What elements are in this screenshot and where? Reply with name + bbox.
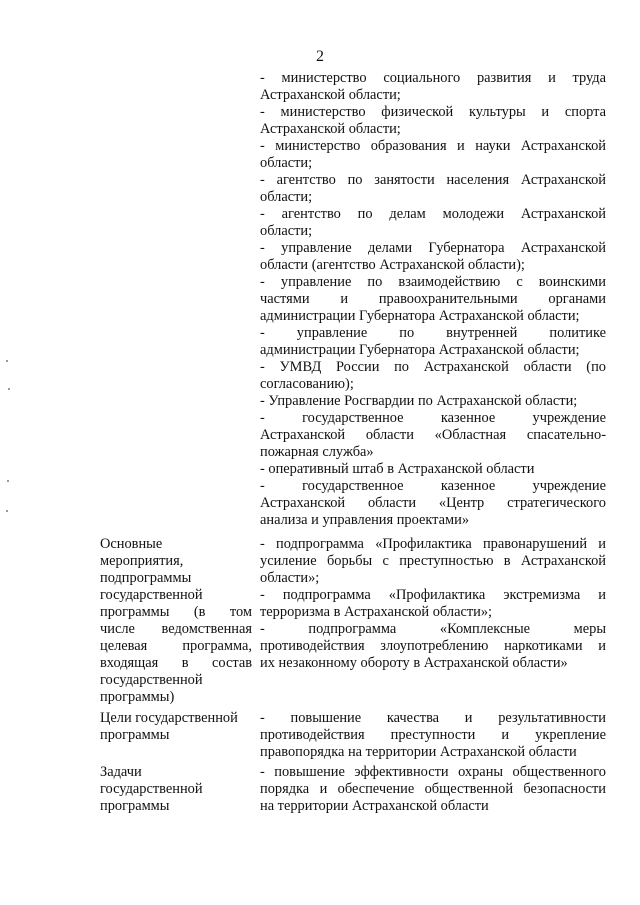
label-line: программы) <box>100 689 175 705</box>
label-line: программы <box>100 798 170 814</box>
executor-item <box>260 70 606 104</box>
executor-line: частями и правоохранительными органами <box>260 291 606 307</box>
content-line: - повышение качества и результативности <box>260 710 606 726</box>
page-number: 2 <box>316 48 324 65</box>
executor-item <box>260 172 606 206</box>
section-content <box>260 764 606 815</box>
content-line: - подпрограмма «Профилактика правонарушений и <box>260 536 606 552</box>
content-line: правопорядка на территории Астраханской области <box>260 744 577 760</box>
label-line: целевая программа, <box>100 638 252 654</box>
executor-line: администрации Губернатора Астраханской области; <box>260 308 580 324</box>
content-line: противодействия преступности и укрепление <box>260 727 606 743</box>
executor-line: - агентство по делам молодежи Астраханской <box>260 206 606 222</box>
executor-item <box>260 138 606 172</box>
scan-dust-marks <box>6 360 14 520</box>
content-line: их незаконному обороту в Астраханской области» <box>260 655 568 671</box>
executor-line: - агентство по занятости населения Астраханской <box>260 172 606 188</box>
label-line: Цели государственной <box>100 710 238 726</box>
label-line: Основные <box>100 536 163 552</box>
executor-line: согласованию); <box>260 376 354 392</box>
executor-line: администрации Губернатора Астраханской области; <box>260 342 580 358</box>
executor-line: - управление по взаимодействию с воинскими <box>260 274 606 290</box>
executor-item <box>260 274 606 325</box>
content-line: противодействия злоупотреблению наркотиками и <box>260 638 606 654</box>
label-line: государственной <box>100 781 203 797</box>
section-content <box>260 536 606 672</box>
executor-line: - оперативный штаб в Астраханской области <box>260 461 535 477</box>
content-line: области»; <box>260 570 320 586</box>
executor-line: - Управление Росгвардии по Астраханской области; <box>260 393 578 409</box>
content-line: - повышение эффективности охраны общественного <box>260 764 606 780</box>
section-label <box>100 764 252 815</box>
section-label <box>100 710 252 744</box>
content-line: - подпрограмма «Комплексные меры <box>260 621 606 637</box>
executor-line: области; <box>260 189 313 205</box>
executor-line: - министерство социального развития и труда <box>260 70 606 86</box>
label-line: программы <box>100 727 170 743</box>
executor-line: области; <box>260 223 313 239</box>
executor-line: - управление по внутренней политике <box>260 325 606 341</box>
executor-item <box>260 104 606 138</box>
executors-list <box>260 70 606 529</box>
executor-line: - министерство физической культуры и спорта <box>260 104 606 120</box>
content-line: порядка и обеспечение общественной безопасности <box>260 781 606 797</box>
executor-item <box>260 393 606 410</box>
content-line: усиление борьбы с преступностью в Астраханской <box>260 553 606 569</box>
executor-line: области (агентство Астраханской области); <box>260 257 525 273</box>
content-line: - подпрограмма «Профилактика экстремизма и <box>260 587 606 603</box>
executor-line: области; <box>260 155 313 171</box>
content-line: на территории Астраханской области <box>260 798 489 814</box>
executor-line: - министерство образования и науки Астраханской <box>260 138 606 154</box>
executor-line: Астраханской области; <box>260 121 401 137</box>
executor-item <box>260 325 606 359</box>
executor-line: - УМВД России по Астраханской области (по <box>260 359 606 375</box>
label-line: входящая в состав <box>100 655 252 671</box>
executor-item <box>260 206 606 240</box>
executor-line: Астраханской области «Центр стратегического <box>260 495 606 511</box>
executor-item <box>260 240 606 274</box>
label-line: программы (в том <box>100 604 252 620</box>
label-line: подпрограммы <box>100 570 192 586</box>
executor-line: - государственное казенное учреждение <box>260 410 606 426</box>
label-line: числе ведомственная <box>100 621 252 637</box>
executor-item <box>260 461 606 478</box>
executor-line: Астраханской области «Областная спасательно- <box>260 427 606 443</box>
executor-item <box>260 359 606 393</box>
executor-line: - управление делами Губернатора Астраханской <box>260 240 606 256</box>
executor-line: пожарная служба» <box>260 444 374 460</box>
section-content <box>260 710 606 761</box>
label-line: государственной <box>100 672 203 688</box>
executor-line: - государственное казенное учреждение <box>260 478 606 494</box>
executor-item <box>260 478 606 529</box>
label-line: мероприятия, <box>100 553 184 569</box>
content-line: терроризма в Астраханской области»; <box>260 604 493 620</box>
executor-line: анализа и управления проектами» <box>260 512 470 528</box>
label-line: Задачи <box>100 764 142 780</box>
section-label <box>100 536 252 706</box>
executor-line: Астраханской области; <box>260 87 401 103</box>
label-line: государственной <box>100 587 203 603</box>
executor-item <box>260 410 606 461</box>
